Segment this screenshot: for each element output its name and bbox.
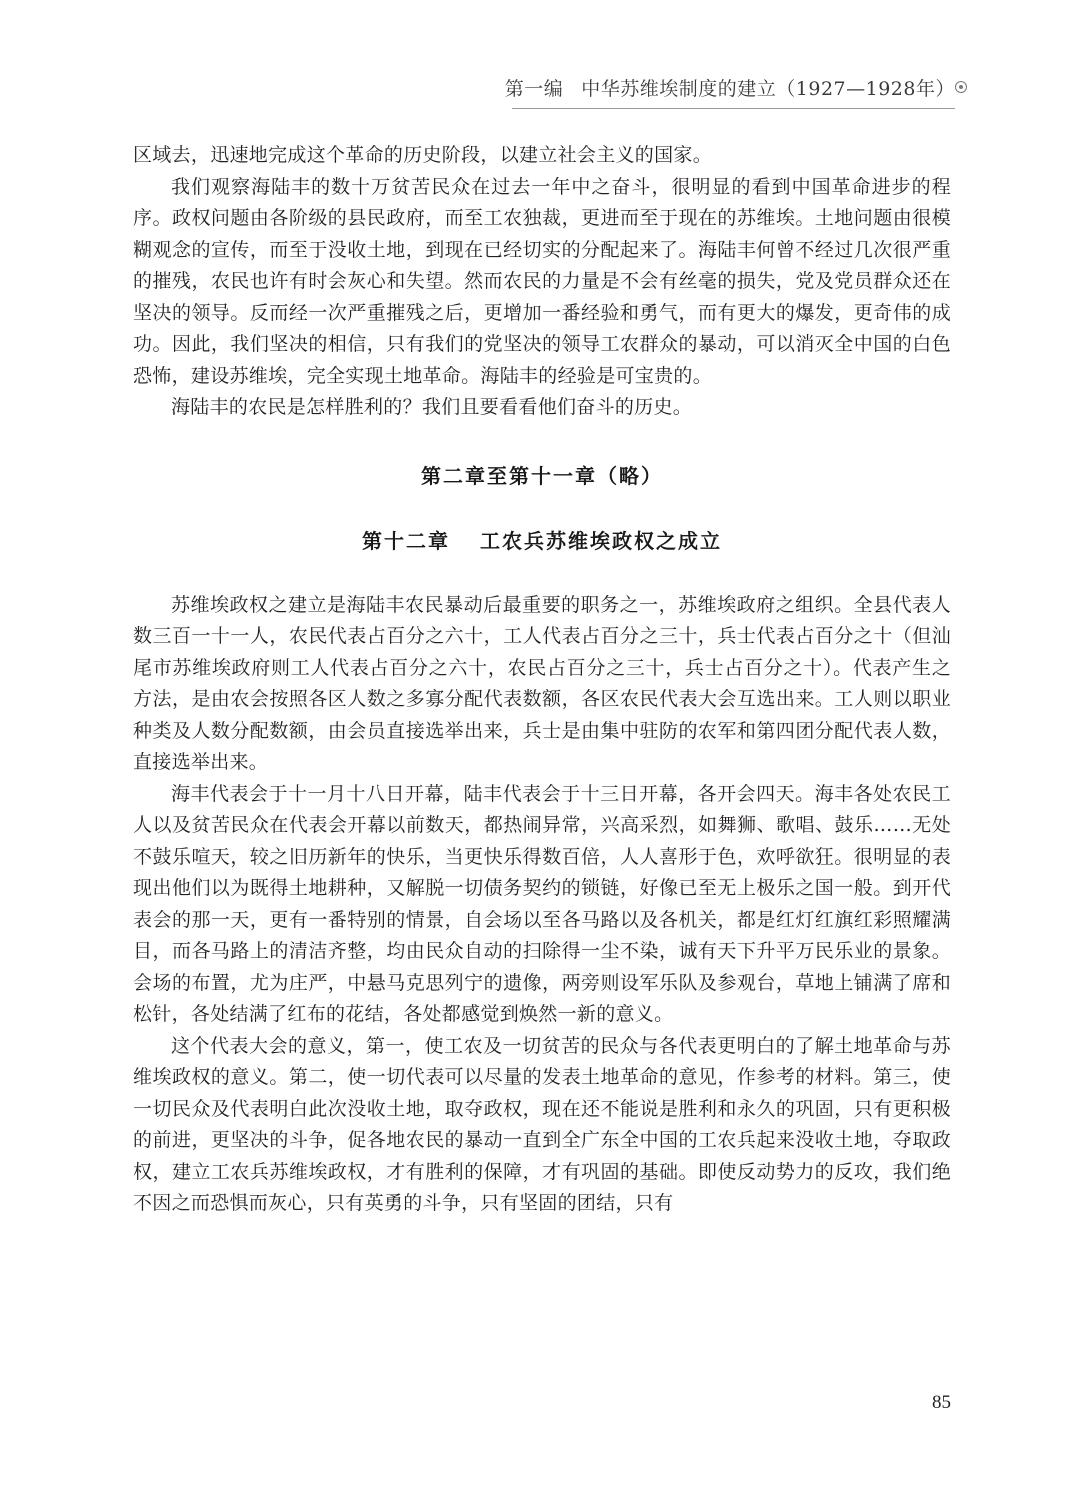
paragraph: 海陆丰的农民是怎样胜利的？我们且要看看他们奋斗的历史。 [171,396,693,418]
chapter-heading [133,525,951,554]
page-number: 85 [932,1392,951,1413]
paragraph: 我们观察海陆丰的数十万贫苦民众在过去一年中之奋斗，很明显的看到中国革命进步的程序。政权问题由各阶级的县民政府，而至工农独裁，更进而至于现在的苏维埃。土地问题由很模糊观念的宣传，而至于没收土地，到现在已经切实的分配起来了。海陆丰何曾不经过几次很严重的摧残，农民也许有时会灰心和失望。然而农民的力量是不会有丝毫的损失，党及党员群众还在坚决的领导。反而经一次严重摧残之后，更增加一番经验和勇气，而有更大的爆发，更奇伟的成功。因此，我们坚决的相信，只有我们的党坚决的领导工农群众的暴动，可以消灭全中国的白色恐怖，建设苏维埃，完全实现土地革命。海陆丰的经验是可宝贵的。 [133,175,951,387]
header-rule [512,108,955,109]
running-header [505,74,955,101]
header-part-label: 第一编 [504,78,564,100]
header-circle-icon [955,81,967,93]
chapter-number: 第十二章 [362,528,450,553]
paragraph-continuation: 区域去，迅速地完成这个革命的历史阶段，以建立社会主义的国家。 [133,144,713,166]
header-title: 中华苏维埃制度的建立（1927—1928年） [581,78,955,100]
chapter-heading-omitted: 第二章至第十一章（略） [421,463,663,488]
paragraph: 苏维埃政权之建立是海陆丰农民暴动后最重要的职务之一，苏维埃政府之组织。全县代表人数三百一十一人，农民代表占百分之六十，工人代表占百分之三十，兵士代表占百分之十（但汕尾市苏维埃政府则工人代表占百分之六十，农民占百分之三十，兵士占百分之十）。代表产生之方法，是由农会按照各区人数之多寡分配代表数额，各区农民代表大会互选出来。工人则以职业种类及人数分配数额，由会员直接选举出来，兵士是由集中驻防的农军和第四团分配代表人数，直接选举出来。 [133,593,951,773]
page-body [133,140,951,1220]
paragraph: 海丰代表会于十一月十八日开幕，陆丰代表会于十三日开幕，各开会四天。海丰各处农民工人以及贫苦民众在代表会开幕以前数天，都热闹异常，兴高采烈，如舞狮、歌唱、鼓乐……无处不鼓乐喧天，较之旧历新年的快乐，当更快乐得数百倍，人人喜形于色，欢呼欲狂。很明显的表现出他们以为既得土地耕种，又解脱一切债务契约的锁链，好像已至无上极乐之国一般。到开代表会的那一天，更有一番特别的情景，自会场以至各马路以及各机关，都是红灯红旗红彩照耀满目，而各马路上的清洁齐整，均由民众自动的扫除得一尘不染，诚有天下升平万民乐业的景象。会场的布置，尤为庄严，中悬马克思列宁的遗像，两旁则设军乐队及参观台，草地上铺满了席和松针，各处结满了红布的花结，各处都感觉到焕然一新的意义。 [133,782,951,1025]
paragraph: 这个代表大会的意义，第一，使工农及一切贫苦的民众与各代表更明白的了解土地革命与苏维埃政权的意义。第二，使一切代表可以尽量的发表土地革命的意见，作参考的材料。第三，使一切民众及代表明白此次没收土地，取夺政权，现在还不能说是胜利和永久的巩固，只有更积极的前进，更坚决的斗争，促各地农民的暴动一直到全广东全中国的工农兵起来没收土地，夺取政权，建立工农兵苏维埃政权，才有胜利的保障，才有巩固的基础。即使反动势力的反攻，我们绝不因之而恐惧而灰心，只有英勇的斗争，只有坚固的团结，只有 [133,1034,951,1214]
chapter-title: 工农兵苏维埃政权之成立 [480,528,722,553]
